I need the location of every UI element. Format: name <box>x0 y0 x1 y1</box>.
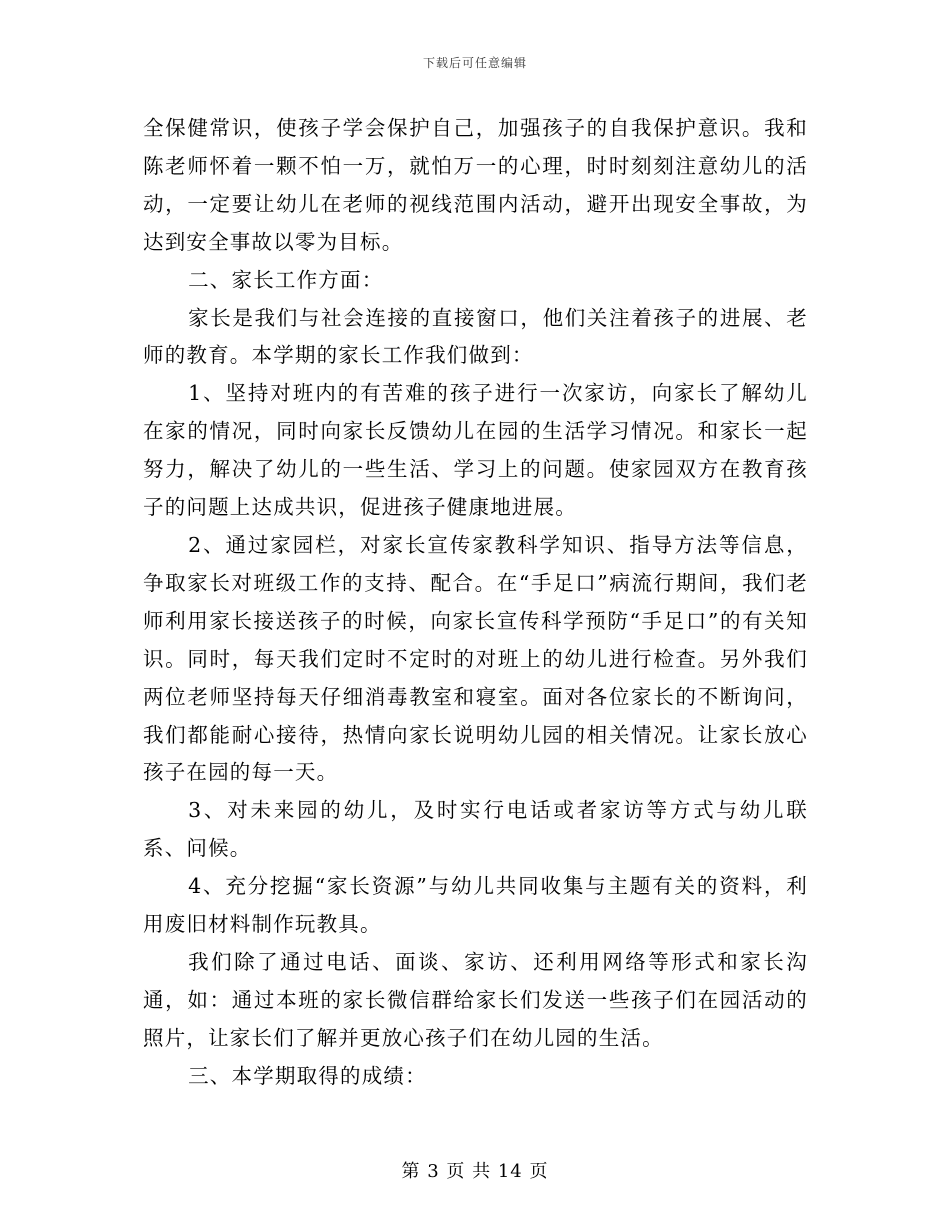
page-footer: 第 3 页 共 14 页 <box>401 1161 549 1182</box>
paragraph-item-2: 2、通过家园栏，对家长宣传家教科学知识、指导方法等信息，争取家长对班级工作的支持、配合。在“手足口”病流行期间，我们老师利用家长接送孩子的时候，向家长宣传科学预防“手足口”的有关知识。同时，每天我们定时不定时的对班上的幼儿进行检查。另外我们两位老师坚持每天仔细消毒教室和寝室。面对各位家长的不断询问，我们都能耐心接待，热情向家长说明幼儿园的相关情况。让家长放心孩子在园的每一天。 <box>143 532 808 785</box>
paragraph-item-1: 1、坚持对班内的有苦难的孩子进行一次家访，向家长了解幼儿在家的情况，同时向家长反馈幼儿在园的生活学习情况。和家长一起努力，解决了幼儿的一些生活、学习上的问题。使家园双方在教育孩子的问题上达成共识，促进孩子健康地进展。 <box>143 381 808 520</box>
page-header: 下载后可任意编辑 <box>422 56 527 70</box>
section-heading-achievements: 三、本学期取得的成绩： <box>188 1063 427 1088</box>
paragraph-item-4: 4、充分挖掘“家长资源”与幼儿共同收集与主题有关的资料，利用废旧材料制作玩教具。 <box>143 874 808 937</box>
paragraph-safety-continued: 全保健常识，使孩子学会保护自己，加强孩子的自我保护意识。我和陈老师怀着一颗不怕一万，就怕万一的心理，时时刻刻注意幼儿的活动，一定要让幼儿在老师的视线范围内活动，避开出现安全事故，为达到安全事故以零为目标。 <box>143 116 808 254</box>
paragraph-item-3: 3、对未来园的幼儿，及时实行电话或者家访等方式与幼儿联系、问候。 <box>143 798 808 861</box>
paragraph-parent-intro: 家长是我们与社会连接的直接窗口，他们关注着孩子的进展、老师的教育。本学期的家长工作我们做到： <box>143 305 808 368</box>
section-heading-parent-work: 二、家长工作方面： <box>188 267 384 292</box>
paragraph-communication: 我们除了通过电话、面谈、家访、还利用网络等形式和家长沟通，如：通过本班的家长微信群给家长们发送一些孩子们在园活动的照片，让家长们了解并更放心孩子们在幼儿园的生活。 <box>143 949 808 1050</box>
document-body <box>143 110 808 1096</box>
